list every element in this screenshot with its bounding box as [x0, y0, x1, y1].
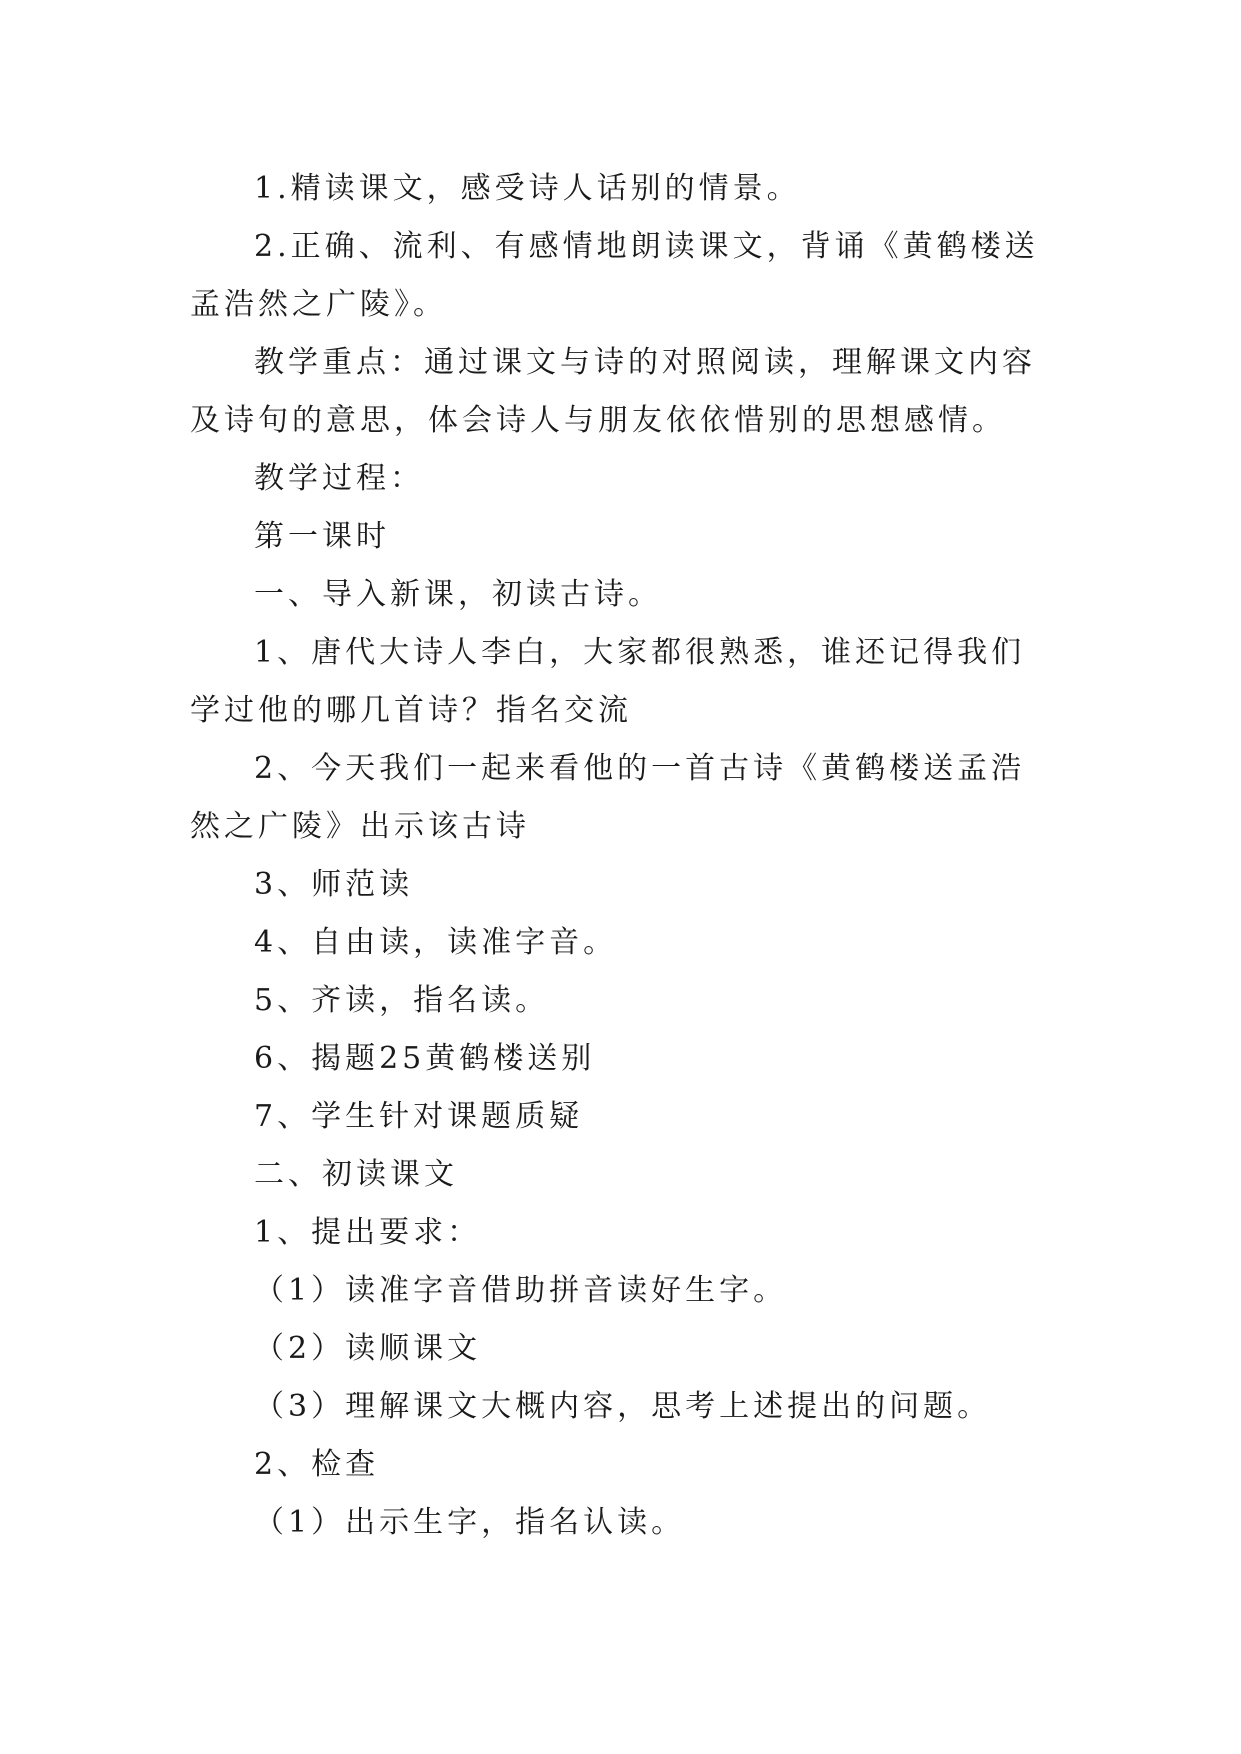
- check-1: （1）出示生字，指名认读。: [254, 1505, 686, 1540]
- step-5: 5、齐读，指名读。: [254, 983, 550, 1018]
- check-heading: 2、检查: [254, 1447, 380, 1482]
- step-6: 6、揭题25黄鹤楼送别: [254, 1041, 596, 1076]
- step-1: 1、唐代大诗人李白，大家都很熟悉，谁还记得我们学过他的哪几首诗？指名交流: [190, 635, 1026, 728]
- section-1-heading: 一、导入新课，初读古诗。: [254, 577, 662, 612]
- requirement-1: （1）读准字音借助拼音读好生字。: [254, 1273, 788, 1308]
- requirements-heading: 1、提出要求：: [254, 1215, 482, 1250]
- step-4: 4、自由读，读准字音。: [254, 925, 618, 960]
- step-2: 2、今天我们一起来看他的一首古诗《黄鹤楼送孟浩然之广陵》出示该古诗: [190, 751, 1026, 844]
- step-3: 3、师范读: [254, 867, 414, 902]
- first-lesson-heading: 第一课时: [254, 519, 390, 554]
- teaching-process-heading: 教学过程：: [254, 461, 424, 496]
- teaching-focus: 教学重点：通过课文与诗的对照阅读，理解课文内容及诗句的意思，体会诗人与朋友依依惜别的思想感情。: [190, 345, 1036, 438]
- document-body: [190, 160, 1050, 1552]
- requirement-3: （3）理解课文大概内容，思考上述提出的问题。: [254, 1389, 992, 1424]
- requirement-2: （2）读顺课文: [254, 1331, 482, 1366]
- step-7: 7、学生针对课题质疑: [254, 1099, 584, 1134]
- objective-1: 1.精读课文，感受诗人话别的情景。: [254, 171, 801, 206]
- objective-2: 2.正确、流利、有感情地朗读课文，背诵《黄鹤楼送孟浩然之广陵》。: [190, 229, 1039, 322]
- section-2-heading: 二、初读课文: [254, 1157, 458, 1192]
